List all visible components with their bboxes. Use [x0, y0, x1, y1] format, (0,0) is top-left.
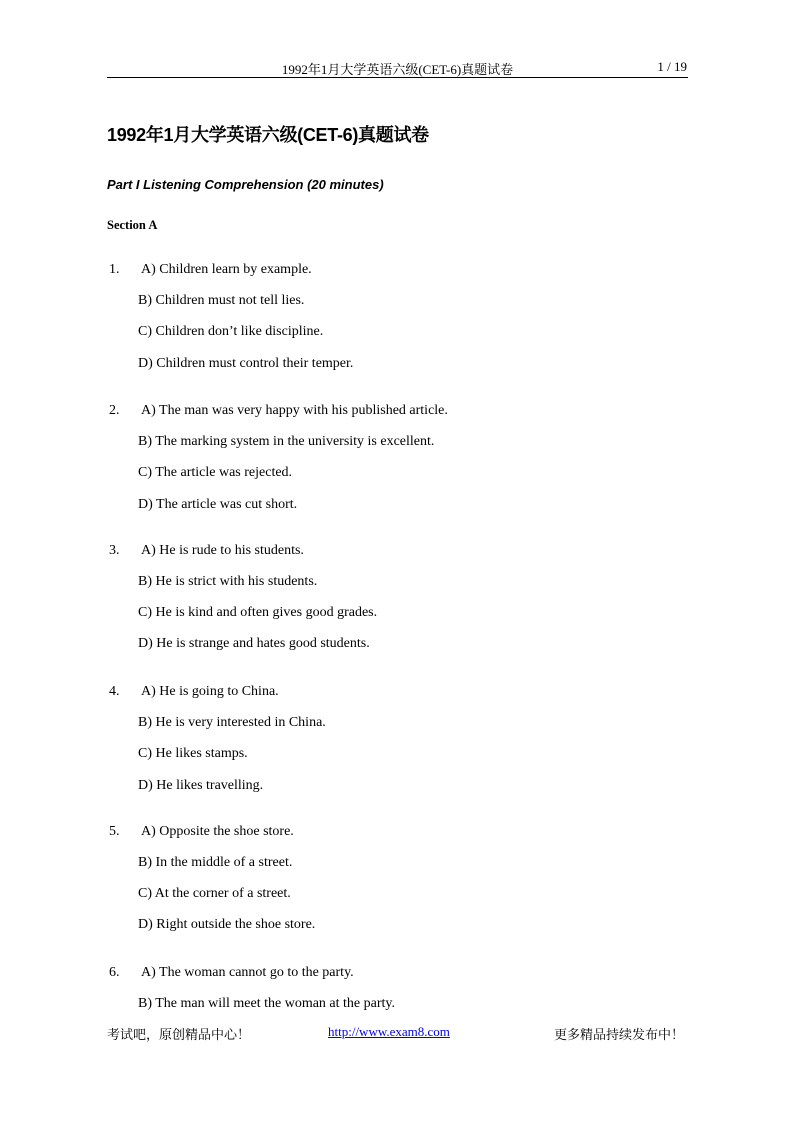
footer-link[interactable]: http://www.exam8.com [328, 1024, 450, 1039]
option-a: A) The man was very happy with his published article. [141, 402, 448, 418]
option-c: C) He likes stamps. [138, 745, 248, 761]
page-number: 1 / 19 [657, 59, 687, 74]
question-number: 1. [109, 262, 120, 277]
part-heading: Part I Listening Comprehension (20 minutes) [107, 177, 384, 192]
option-c: C) The article was rejected. [138, 464, 293, 480]
footer-left-text: 考试吧，原创精品中心！ [107, 1027, 251, 1042]
option-b: B) The marking system in the university is excellent. [138, 433, 435, 449]
option-c: C) Children don’t like discipline. [138, 324, 324, 339]
question-number: 4. [109, 683, 120, 699]
option-a: A) The woman cannot go to the party. [141, 964, 354, 980]
option-a: A) He is rude to his students. [141, 543, 304, 558]
document-title: 1992年1月大学英语六级(CET-6)真题试卷 [107, 125, 429, 145]
option-b: B) He is very interested in China. [138, 714, 326, 730]
header-title: 1992年1月大学英语六级(CET-6)真题试卷 [281, 62, 514, 77]
question-number: 2. [109, 402, 120, 418]
question-number: 6. [109, 964, 120, 980]
option-c: C) He is kind and often gives good grades. [138, 605, 378, 620]
question-number: 3. [109, 543, 120, 558]
option-a: A) Opposite the shoe store. [141, 824, 294, 839]
option-a: A) He is going to China. [141, 683, 279, 699]
option-b: B) Children must not tell lies. [138, 293, 305, 308]
option-d: D) He is strange and hates good students. [138, 636, 370, 651]
question-number: 5. [109, 824, 120, 839]
option-c: C) At the corner of a street. [138, 886, 291, 901]
option-d: D) He likes travelling. [138, 777, 264, 793]
option-b: B) He is strict with his students. [138, 574, 318, 589]
option-d: D) Children must control their temper. [138, 356, 354, 371]
footer-right-text: 更多精品持续发布中！ [553, 1027, 684, 1042]
page-header [107, 58, 688, 78]
option-d: D) Right outside the shoe store. [138, 917, 316, 932]
option-a: A) Children learn by example. [141, 262, 312, 277]
option-b: B) In the middle of a street. [138, 855, 293, 870]
option-b: B) The man will meet the woman at the party. [138, 995, 395, 1011]
section-heading: Section A [107, 218, 158, 232]
option-d: D) The article was cut short. [138, 496, 298, 512]
